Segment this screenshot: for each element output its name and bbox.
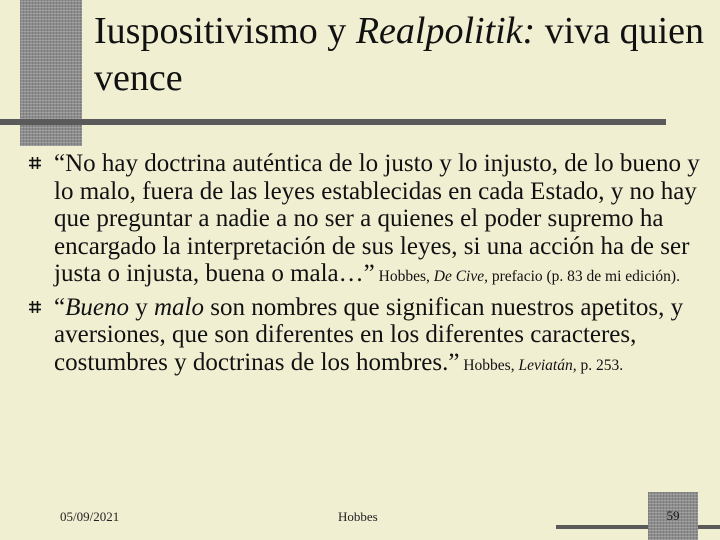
- hash-bullet-icon: [28, 300, 42, 314]
- citation-work: De Cive,: [433, 268, 488, 285]
- citation: [375, 268, 680, 285]
- bullet-item-1: [28, 150, 708, 291]
- quote-open: “: [54, 293, 66, 321]
- title-part-1: Iuspositivismo y: [94, 10, 356, 52]
- slide-body: [28, 150, 708, 382]
- quote-italic-bueno: Bueno: [65, 293, 129, 321]
- hash-bullet-icon: [28, 156, 42, 170]
- footer-center: Hobbes: [338, 509, 378, 524]
- citation: [459, 357, 623, 374]
- title-part-2: viva quien vence: [94, 10, 705, 99]
- quote-connector: y: [128, 293, 154, 321]
- citation-author: Hobbes,: [459, 356, 519, 374]
- title-underline-bar: [0, 119, 666, 125]
- quote-text: “No hay doctrina auténtica de lo justo y lo injusto, de lo bueno y lo malo, fuera de las leyes establecidas en cada Estado, y no hay que preguntar a nadie a no ser a quienes el poder supremo ha encargado la interpretación de sus leyes, si una acción ha de ser justa o injusta, buena o mala…”: [54, 150, 700, 287]
- citation-detail: p. 253.: [576, 356, 624, 374]
- quote-italic-malo: malo: [153, 293, 204, 321]
- quote-text: son nombres que significan nuestros apetitos, y aversiones, que son diferentes en los diferentes caracteres, costumbres y doctrinas de los hombres.”: [54, 293, 684, 376]
- page-number: 59: [666, 508, 680, 523]
- slide-title: [94, 8, 714, 102]
- citation-detail: prefacio (p. 83 de mi edición).: [487, 268, 680, 285]
- citation-work: Leviatán,: [518, 356, 577, 374]
- bullet-item-2: [28, 294, 708, 380]
- citation-author: Hobbes,: [374, 268, 434, 285]
- title-italic: Realpolitik:: [355, 10, 536, 52]
- footer-date: 05/09/2021: [60, 509, 120, 524]
